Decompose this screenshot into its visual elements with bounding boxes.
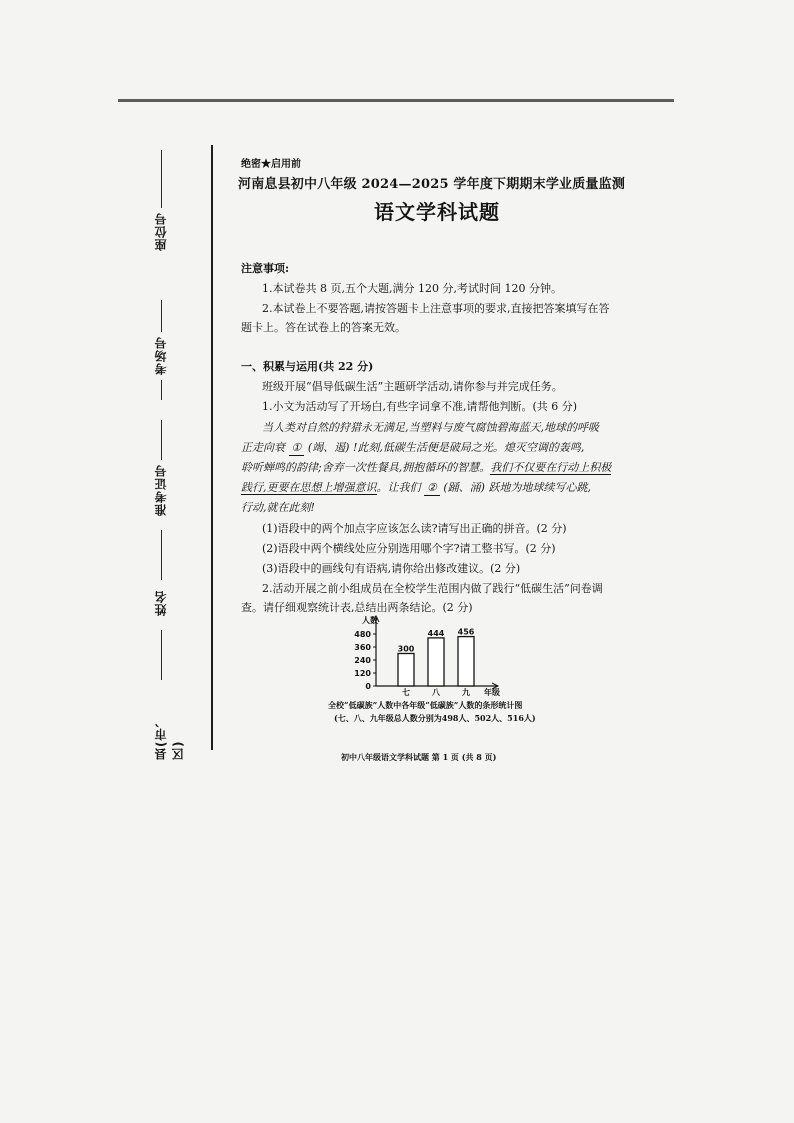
passage-line1: 当人类对自然的狩猎永无满足,当塑料与废气腐蚀碧海蓝天,地球的呼吸 [262,421,599,434]
ticket-label: 准考证号 [154,464,168,516]
notes-item1: 1.本试卷共 8 页,五个大题,满分 120 分,考试时间 120 分钟。 [262,282,562,295]
section1-intro: 班级开展“倡导低碳生活”主题研学活动,请你参与并完成任务。 [262,380,563,393]
bar-data-label: 456 [457,627,475,637]
secret-label: 绝密★启用前 [241,159,301,170]
room-line-2 [161,380,162,400]
passage-line4 [241,481,591,496]
binding-rule [211,145,213,750]
blank-1-choice: (竭、遏) [307,441,350,454]
room-line [161,300,162,332]
subject-title: 语文学科试题 [374,200,500,224]
x-axis-label: 年级 [484,688,500,696]
ticket-line [161,420,162,460]
county-field [152,690,185,760]
passage-line3-start: 聆听蝉鸣的韵律;舍弃一次性餐具,拥抱循环的智慧。 [241,461,491,474]
y-tick-label: 240 [354,656,371,665]
name-field [152,590,176,680]
passage-line2-start: 正走向衰 [241,441,285,454]
blank-2-choice: (踊、涌) [443,481,485,494]
room-label: 考场号 [154,336,168,375]
y-tick-label: 360 [354,643,371,652]
show-through [465,160,476,176]
passage-underline-2: 践行,更要在思想上增强意识 [241,481,377,494]
passage-line2-end: !此刻,低碳生活便是破局之光。熄灭空调的轰鸣, [352,441,585,454]
blank-1-number: ① [291,441,302,454]
chart-caption: 全校“低碳族”人数中各年级“低碳族”人数的条形统计图 [328,700,523,710]
question1-3: (3)语段中的画线句有语病,请你给出修改建议。(2 分) [262,562,521,575]
ticket-line-2 [161,530,162,580]
passage-line4-end: 跃地为地球续写心跳, [488,481,591,494]
exam-title: 河南息县初中八年级 2024—2025 学年度下期期末学业质量监测 [238,177,626,192]
question1-1: (1)语段中的两个加点字应该怎么读?请写出正确的拼音。(2 分) [262,522,567,535]
passage-line4-mid: 。让我们 [376,481,421,494]
seat-field [152,150,176,270]
x-category-label: 九 [462,688,470,696]
notes-item2-line2: 题卡上。答在试卷上的答案无效。 [241,321,406,334]
passage-underline-1: 我们不仅要在行动上积极 [490,461,612,474]
ticket-field [152,420,176,580]
y-axis-label: 人数 [362,616,378,625]
blank-1 [289,441,305,456]
seat-label: 座位号 [154,212,168,251]
county-label: 县(市、区) [154,714,185,760]
blank-2 [424,481,440,496]
question2-line2: 查。请仔细观察统计表,总结出两条结论。(2 分) [241,601,473,614]
name-line [161,630,162,680]
question2-line1: 2.活动开展之前小组成员在全校学生范围内做了践行“低碳生活”问卷调 [262,582,603,595]
bar [428,638,444,686]
bar [458,637,474,686]
question1-2: (2)语段中两个横线处应分别选用哪个字?请工整书写。(2 分) [262,542,556,555]
chart-note: (七、八、九年级总人数分别为498人、502人、516人) [334,713,536,723]
x-category-label: 七 [402,688,410,696]
bar-data-label: 300 [397,644,415,654]
notes-heading: 注意事项: [241,262,290,275]
x-category-label: 八 [432,688,440,696]
room-field [152,300,176,400]
page-footer: 初中八年级语文学科试题 第 1 页 (共 8 页) [341,752,497,762]
y-tick-label: 480 [354,630,371,639]
y-tick-label: 0 [365,682,371,691]
scan-edge-line [118,99,674,102]
passage-line5: 行动,就在此刻! [241,501,315,514]
name-label: 姓名 [154,590,168,616]
bar-data-label: 444 [427,628,445,638]
seat-line [161,150,162,208]
passage-line2 [241,441,584,456]
bar-chart [328,614,528,696]
blank-2-number: ② [427,481,437,494]
question1: 1.小文为活动写了开场白,有些字词拿不准,请帮他判断。(共 6 分) [262,400,578,413]
passage-line3 [241,461,611,475]
y-tick-label: 120 [354,669,371,678]
notes-item2-line1: 2.本试卷上不要答题,请按答题卡上注意事项的要求,直接把答案填写在答 [262,302,610,315]
section1-heading: 一、积累与运用(共 22 分) [241,360,374,373]
bar [398,654,414,687]
